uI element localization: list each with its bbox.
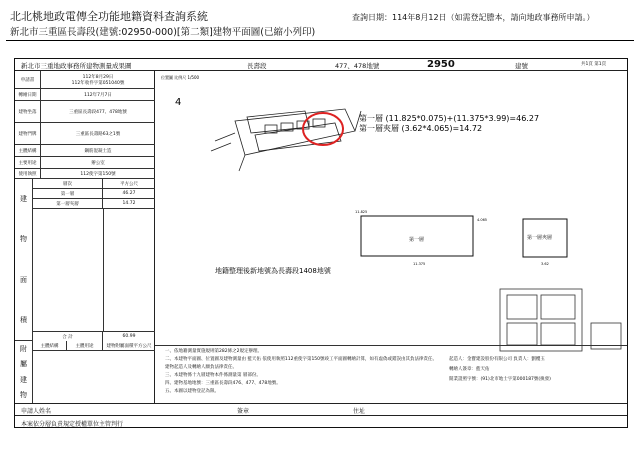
building-number-label: 建號 (515, 62, 528, 70)
table-row: 主體結構 鋼筋混凝土造 (15, 145, 155, 157)
table-divider (103, 209, 104, 331)
area-total-label: 合 計 (33, 331, 103, 341)
builder-line: 轉繪人簽章：藍天佑 (449, 367, 490, 372)
mezz-formula: 第一層夾層 (3.62*4.065)=14.72 (359, 124, 483, 133)
note-line: 二、本建物平面圖、位置圖及建物測量由 藍天佑 依使用執照112重使字第150號竣工平面圖轉繪計算，如有虛偽或錯誤由其負法律責任。 (165, 357, 438, 362)
annex-header: 主體用途 (67, 341, 103, 351)
applicant-label: 申請人姓名 (21, 408, 52, 415)
document-footer (15, 403, 627, 429)
dim-right: 4.065 (477, 218, 488, 222)
area-floor-value: 14.72 (103, 199, 155, 209)
table-row: 建物門牌 三重區長壽路63之1號 (15, 123, 155, 145)
building-info-table (15, 71, 155, 403)
signature-label: 簽章 (237, 408, 250, 415)
mezz-label: 第一層夾層 (527, 235, 553, 241)
area-floor-value: 46.27 (103, 189, 155, 199)
annex-header: 建物附屬面積平方公尺 (103, 341, 155, 351)
note-line: 四、建物基地地號：三重區長壽段476、477、478地號。 (165, 381, 281, 386)
floor1-label: 第一層 (409, 237, 425, 243)
page-count: 共1頁 第1頁 (581, 62, 607, 67)
dim-top: 11.825 (355, 210, 368, 214)
applicant-row (15, 403, 627, 416)
annex-side-label: 附 屬 建 物 (15, 341, 33, 403)
notes-block (155, 345, 627, 403)
area-floor-name: 第一層夾層 (33, 199, 103, 209)
note-line: 一、依地籍測量實施規則第282條之2規定辦理。 (165, 349, 262, 354)
authorization-note: 本案依分層負責規定授權單位主管判行 (21, 421, 124, 428)
page-marker: 4 (175, 97, 182, 108)
builder-line: 開業證照字號：(91)北市地士字第000187號(換發) (449, 377, 551, 382)
table-row: 使用執照 112使字第150號 (15, 169, 155, 179)
note-line: 五、本圖以建物登記為限。 (165, 389, 219, 394)
location-scale-text: 位置圖 比例尺 1/500 (161, 75, 200, 80)
report-header (0, 0, 640, 40)
office-title: 新北市三重地政事務所建物測量成果圖 (21, 62, 132, 70)
table-row: 主要用途 辦公室 (15, 157, 155, 169)
annex-header: 主體結構 (33, 341, 67, 351)
note-line: 三、本建物係十九層建物本件係測量第 層部份。 (165, 373, 261, 378)
lot-numbers: 477、478地號 (335, 62, 380, 70)
table-row: 申請書 112年8月29日 112年收件字第051040號 (15, 71, 155, 89)
area-header-floor: 層次 (33, 179, 103, 189)
note-line: 建物起造人及轉繪人願負法律責任。 (165, 365, 237, 370)
area-floor-name: 第一層 (33, 189, 103, 199)
query-date: 查詢日期：114年8月12日（如需登記謄本，請向地政事務所申請。） (352, 13, 595, 22)
survey-document (14, 58, 628, 428)
subtitle: 新北市三重區長壽段(建號:02950-000)[第二類]建物平面圖(已縮小列印) (10, 27, 316, 38)
section-name: 長壽段 (247, 62, 267, 70)
table-row: 建物坐落 三重區長壽段477、478地號 (15, 101, 155, 123)
document-title-row (15, 59, 627, 71)
header-divider (6, 40, 634, 41)
dim-bottom: 11.375 (413, 262, 426, 266)
renumber-note: 地籍整理後新地號為長壽段1408地號 (215, 267, 331, 275)
floor1-outline (361, 216, 473, 256)
building-number: 2950 (427, 59, 455, 70)
area-total-value: 60.99 (103, 331, 155, 341)
area-header-sqm: 平方公尺 (103, 179, 155, 189)
address-label: 住址 (353, 408, 366, 415)
floor1-formula: 第一層 (11.825*0.075)+(11.375*3.99)=46.27 (359, 114, 540, 123)
building-area-side-label: 建 物 面 積 (15, 179, 33, 341)
dim-mezz: 3.62 (541, 262, 549, 266)
table-row: 轉繪日期 112年7月7日 (15, 89, 155, 101)
official-seal-stamp (500, 289, 582, 351)
builder-line: 起造人：金寶建設股份有限公司 負責人：劉櫻玉 (449, 357, 545, 362)
system-title: 北北桃地政電傳全功能地籍資料查詢系統 (10, 10, 208, 23)
